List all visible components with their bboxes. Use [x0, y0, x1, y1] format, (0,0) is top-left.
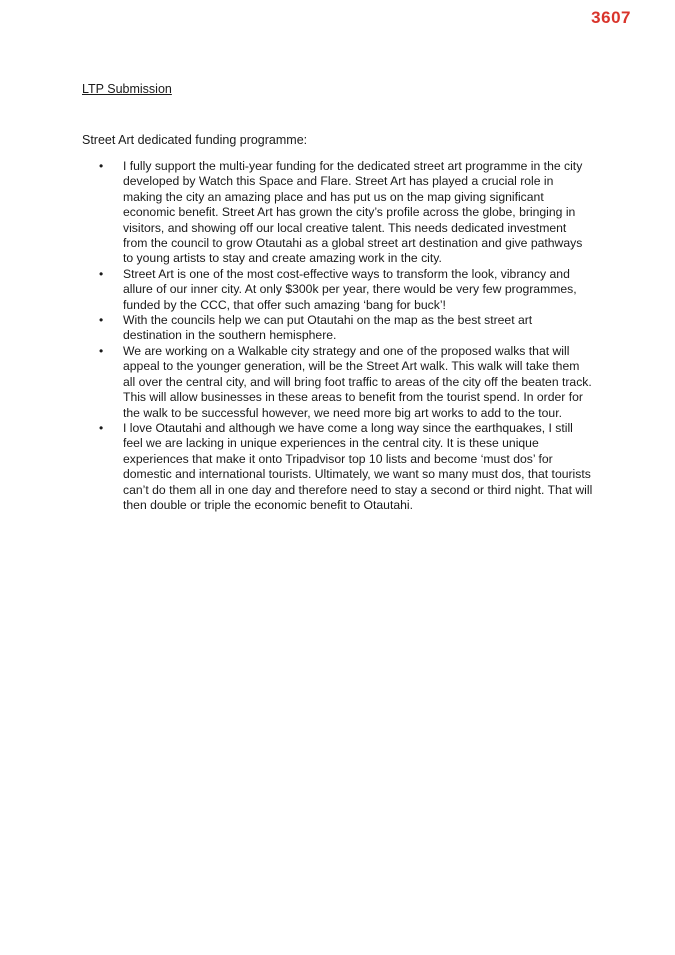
- list-item-text: Street Art is one of the most cost-effective ways to transform the look, vibrancy and allure of our inner city. At only $300k per year, there would be very few programmes, funded by the CCC, that offer such amazing ‘bang for buck’!: [123, 266, 577, 312]
- list-item: [82, 421, 594, 513]
- list-item: [82, 267, 594, 313]
- page-number: 3607: [591, 8, 631, 27]
- bullet-list: [82, 159, 594, 513]
- bullet-icon: •: [99, 266, 104, 281]
- bullet-icon: •: [99, 159, 104, 173]
- bullet-icon: •: [99, 420, 104, 435]
- list-item-text: We are working on a Walkable city strategy and one of the proposed walks that will appeal to the younger generation, will be the Street Art walk. This walk will take them all over the central city, and will bring foot traffic to areas of the city off the beaten track. This will allow businesses in these areas to benefit from the tourist spend. In order for the walk to be successful however, we need more big art works to add to the tour.: [123, 343, 592, 420]
- bullet-icon: •: [99, 313, 104, 328]
- list-item: [82, 313, 594, 344]
- list-item-text: I fully support the multi-year funding for the dedicated street art programme in the city developed by Watch this Space and Flare. Street Art has played a crucial role in making the city an amazing place and has put us on the map giving significant economic benefit. Street Art has grown the city’s profile across the globe, bringing in visitors, and showing off our local creative talent. This needs dedicated investment from the council to grow Otautahi as a global street art destination and give pathways to young artists to stay and create amazing work in the city.: [123, 159, 583, 266]
- list-item-text: With the councils help we can put Otautahi on the map as the best street art destination in the southern hemisphere.: [123, 313, 533, 343]
- section-heading: Street Art dedicated funding programme:: [82, 133, 308, 147]
- list-item: [82, 344, 594, 421]
- bullet-icon: •: [99, 343, 104, 358]
- list-item: [82, 159, 594, 267]
- document-title: LTP Submission: [82, 82, 172, 96]
- list-item-text: I love Otautahi and although we have come a long way since the earthquakes, I still feel we are lacking in unique experiences in the central city. It is these unique experiences that make it onto Tripadvisor top 10 lists and become ‘must dos’ for domestic and international tourists. Ultimately, we want so many must dos, that tourists can’t do them all in one day and therefore need to stay a second or third night. That will then double or triple the economic benefit to Otautahi.: [123, 420, 593, 512]
